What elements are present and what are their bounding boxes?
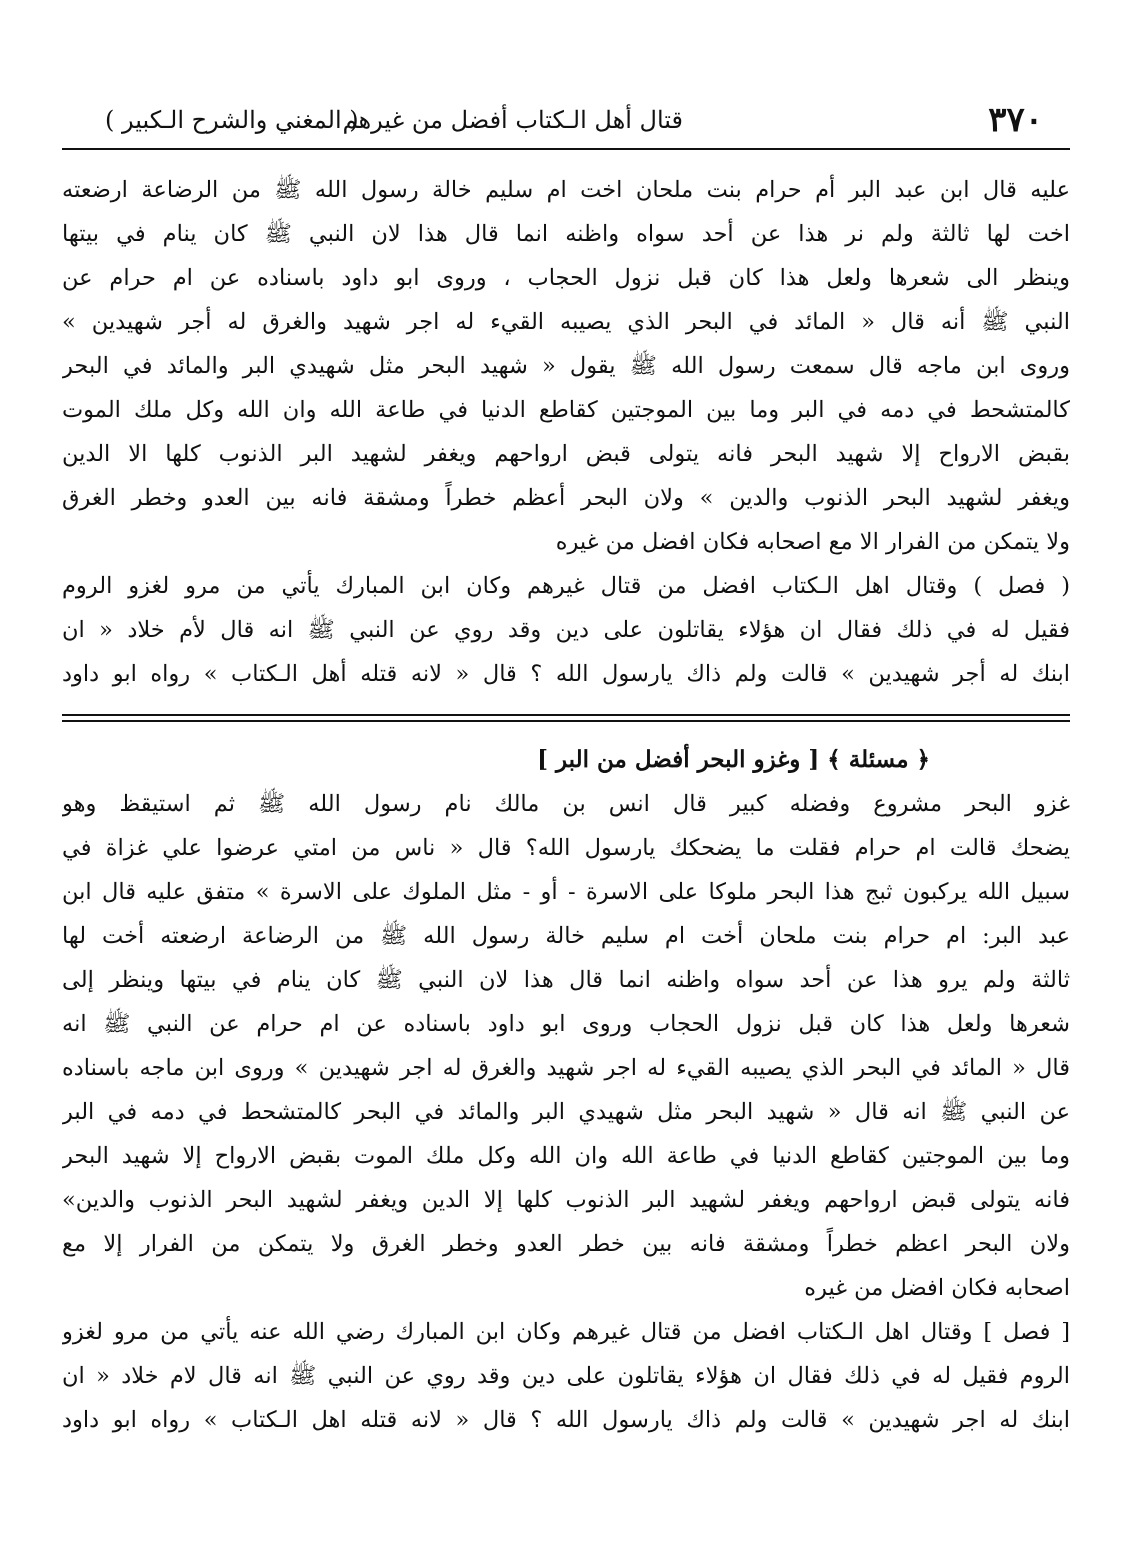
main-text-line: ولان البحر اعظم خطراً ومشقة فانه بين خطر العدو وخطر الغرق ولا يتمكن من الفرار إلا مع xyxy=(62,1231,1070,1257)
commentary-line: فقيل له في ذلك فقال ان هؤلاء يقاتلون على دين وقد روي عن النبي ﷺ انه قال لأم خلاد « ان xyxy=(62,617,1070,643)
main-text-line: ثالثة ولم يرو هذا عن أحد سواه واظنه انما قال هذا لان النبي ﷺ كان ينام في بيتها وينظر إلى xyxy=(62,967,1070,993)
section-divider-bottom xyxy=(62,720,1070,722)
commentary-line: وينظر الى شعرها ولعل هذا كان قبل نزول الحجاب ، وروى ابو داود باسناده عن ام حرام عن xyxy=(62,265,1070,291)
commentary-line: عليه قال ابن عبد البر أم حرام بنت ملحان اخت ام سليم خالة رسول الله ﷺ من الرضاعة ارضعته xyxy=(62,177,1070,203)
commentary-line: ويغفر لشهيد البحر الذنوب والدين » ولان البحر أعظم خطراً ومشقة فانه بين العدو وخطر الغرق xyxy=(62,485,1070,511)
main-text-line: عبد البر: ام حرام بنت ملحان أخت ام سليم خالة رسول الله ﷺ من الرضاعة ارضعته أخت لها xyxy=(62,923,1070,949)
main-text-line: غزو البحر مشروع وفضله كبير قال انس بن مالك نام رسول الله ﷺ ثم استيقظ وهو xyxy=(62,791,1070,817)
main-text-line: اصحابه فكان افضل من غيره xyxy=(804,1275,1070,1301)
main-text-line: [ فصل ] وقتال اهل الـكتاب افضل من قتال غيرهم وكان ابن المبارك رضي الله عنه يأتي من مرو لغزو xyxy=(62,1319,1070,1345)
main-text-line: قال « المائد في البحر الذي يصيبه القيء له اجر شهيد والغرق له اجر شهيدين » وروى ابن ماجه باسناده xyxy=(62,1055,1070,1081)
main-text-line: وما بين الموجتين كقاطع الدنيا في طاعة الله وان الله وكل ملك الموت بقبض الارواح إلا شهيد البحر xyxy=(62,1143,1070,1169)
commentary-line: ولا يتمكن من الفرار الا مع اصحابه فكان افضل من غيره xyxy=(555,529,1070,555)
commentary-line: ( فصل ) وقتال اهل الـكتاب افضل من قتال غيرهم وكان ابن المبارك يأتي من مرو لغزو الروم xyxy=(62,573,1070,599)
commentary-line: النبي ﷺ أنه قال « المائد في البحر الذي يصيبه القيء له اجر شهيد والغرق له أجر شهيدين » xyxy=(62,309,1070,335)
header-rule xyxy=(62,148,1070,150)
book-title: ( المغني والشرح الـكبير ) xyxy=(105,106,359,134)
main-text-line: سبيل الله يركبون ثبج هذا البحر ملوكا على الاسرة - أو - مثل الملوك على الاسرة » متفق عليه قال ابن xyxy=(62,879,1070,905)
main-text-block xyxy=(62,738,1070,1442)
commentary-line: كالمتشحط في دمه في البر وما بين الموجتين كقاطع الدنيا في طاعة الله وان الله وكل ملك الموت xyxy=(62,397,1070,423)
main-text-line: يضحك قالت ام حرام فقلت ما يضحكك يارسول الله؟ قال « ناس من امتي عرضوا علي غزاة في xyxy=(62,835,1070,861)
page-number: ٣٧٠ xyxy=(988,100,1043,140)
running-title: قتال أهل الـكتاب أفضل من غيرهم xyxy=(342,106,683,134)
commentary-line: بقبض الارواح إلا شهيد البحر فانه يتولى قبض ارواحهم ويغفر لشهيد البر الذنوب كلها الا الدين xyxy=(62,441,1070,467)
masala-heading: ﴿ مسئلة ﴾ [ وغزو البحر أفضل من البر ] xyxy=(537,746,930,773)
commentary-line: ابنك له أجر شهيدين » قالت ولم ذاك يارسول الله ؟ قال « لانه قتله أهل الـكتاب » رواه ابو داود xyxy=(62,661,1070,687)
commentary-line: وروى ابن ماجه قال سمعت رسول الله ﷺ يقول « شهيد البحر مثل شهيدي البر والمائد في البحر xyxy=(62,353,1070,379)
section-divider-top xyxy=(62,714,1070,716)
page-header xyxy=(95,98,1043,142)
main-text-line: عن النبي ﷺ انه قال « شهيد البحر مثل شهيدي البر والمائد في البحر كالمتشحط في دمه في البر xyxy=(62,1099,1070,1125)
main-text-line: الروم فقيل له في ذلك فقال ان هؤلاء يقاتلون على دين وقد روي عن النبي ﷺ انه قال لام خلاد « ان xyxy=(62,1363,1070,1389)
main-text-line: شعرها ولعل هذا كان قبل نزول الحجاب وروى ابو داود باسناده عن ام حرام عن النبي ﷺ انه xyxy=(62,1011,1070,1037)
commentary-line: اخت لها ثالثة ولم نر هذا عن أحد سواه واظنه انما قال هذا لان النبي ﷺ كان ينام في بيتها xyxy=(62,221,1070,247)
main-text-line: فانه يتولى قبض ارواحهم ويغفر لشهيد البر الذنوب كلها إلا الدين ويغفر لشهيد البحر الذنوب والدين» xyxy=(62,1187,1070,1213)
main-text-line: ابنك له اجر شهيدين » قالت ولم ذاك يارسول الله ؟ قال « لانه قتله اهل الـكتاب » رواه ابو داود xyxy=(62,1407,1070,1433)
commentary-block xyxy=(62,168,1070,696)
